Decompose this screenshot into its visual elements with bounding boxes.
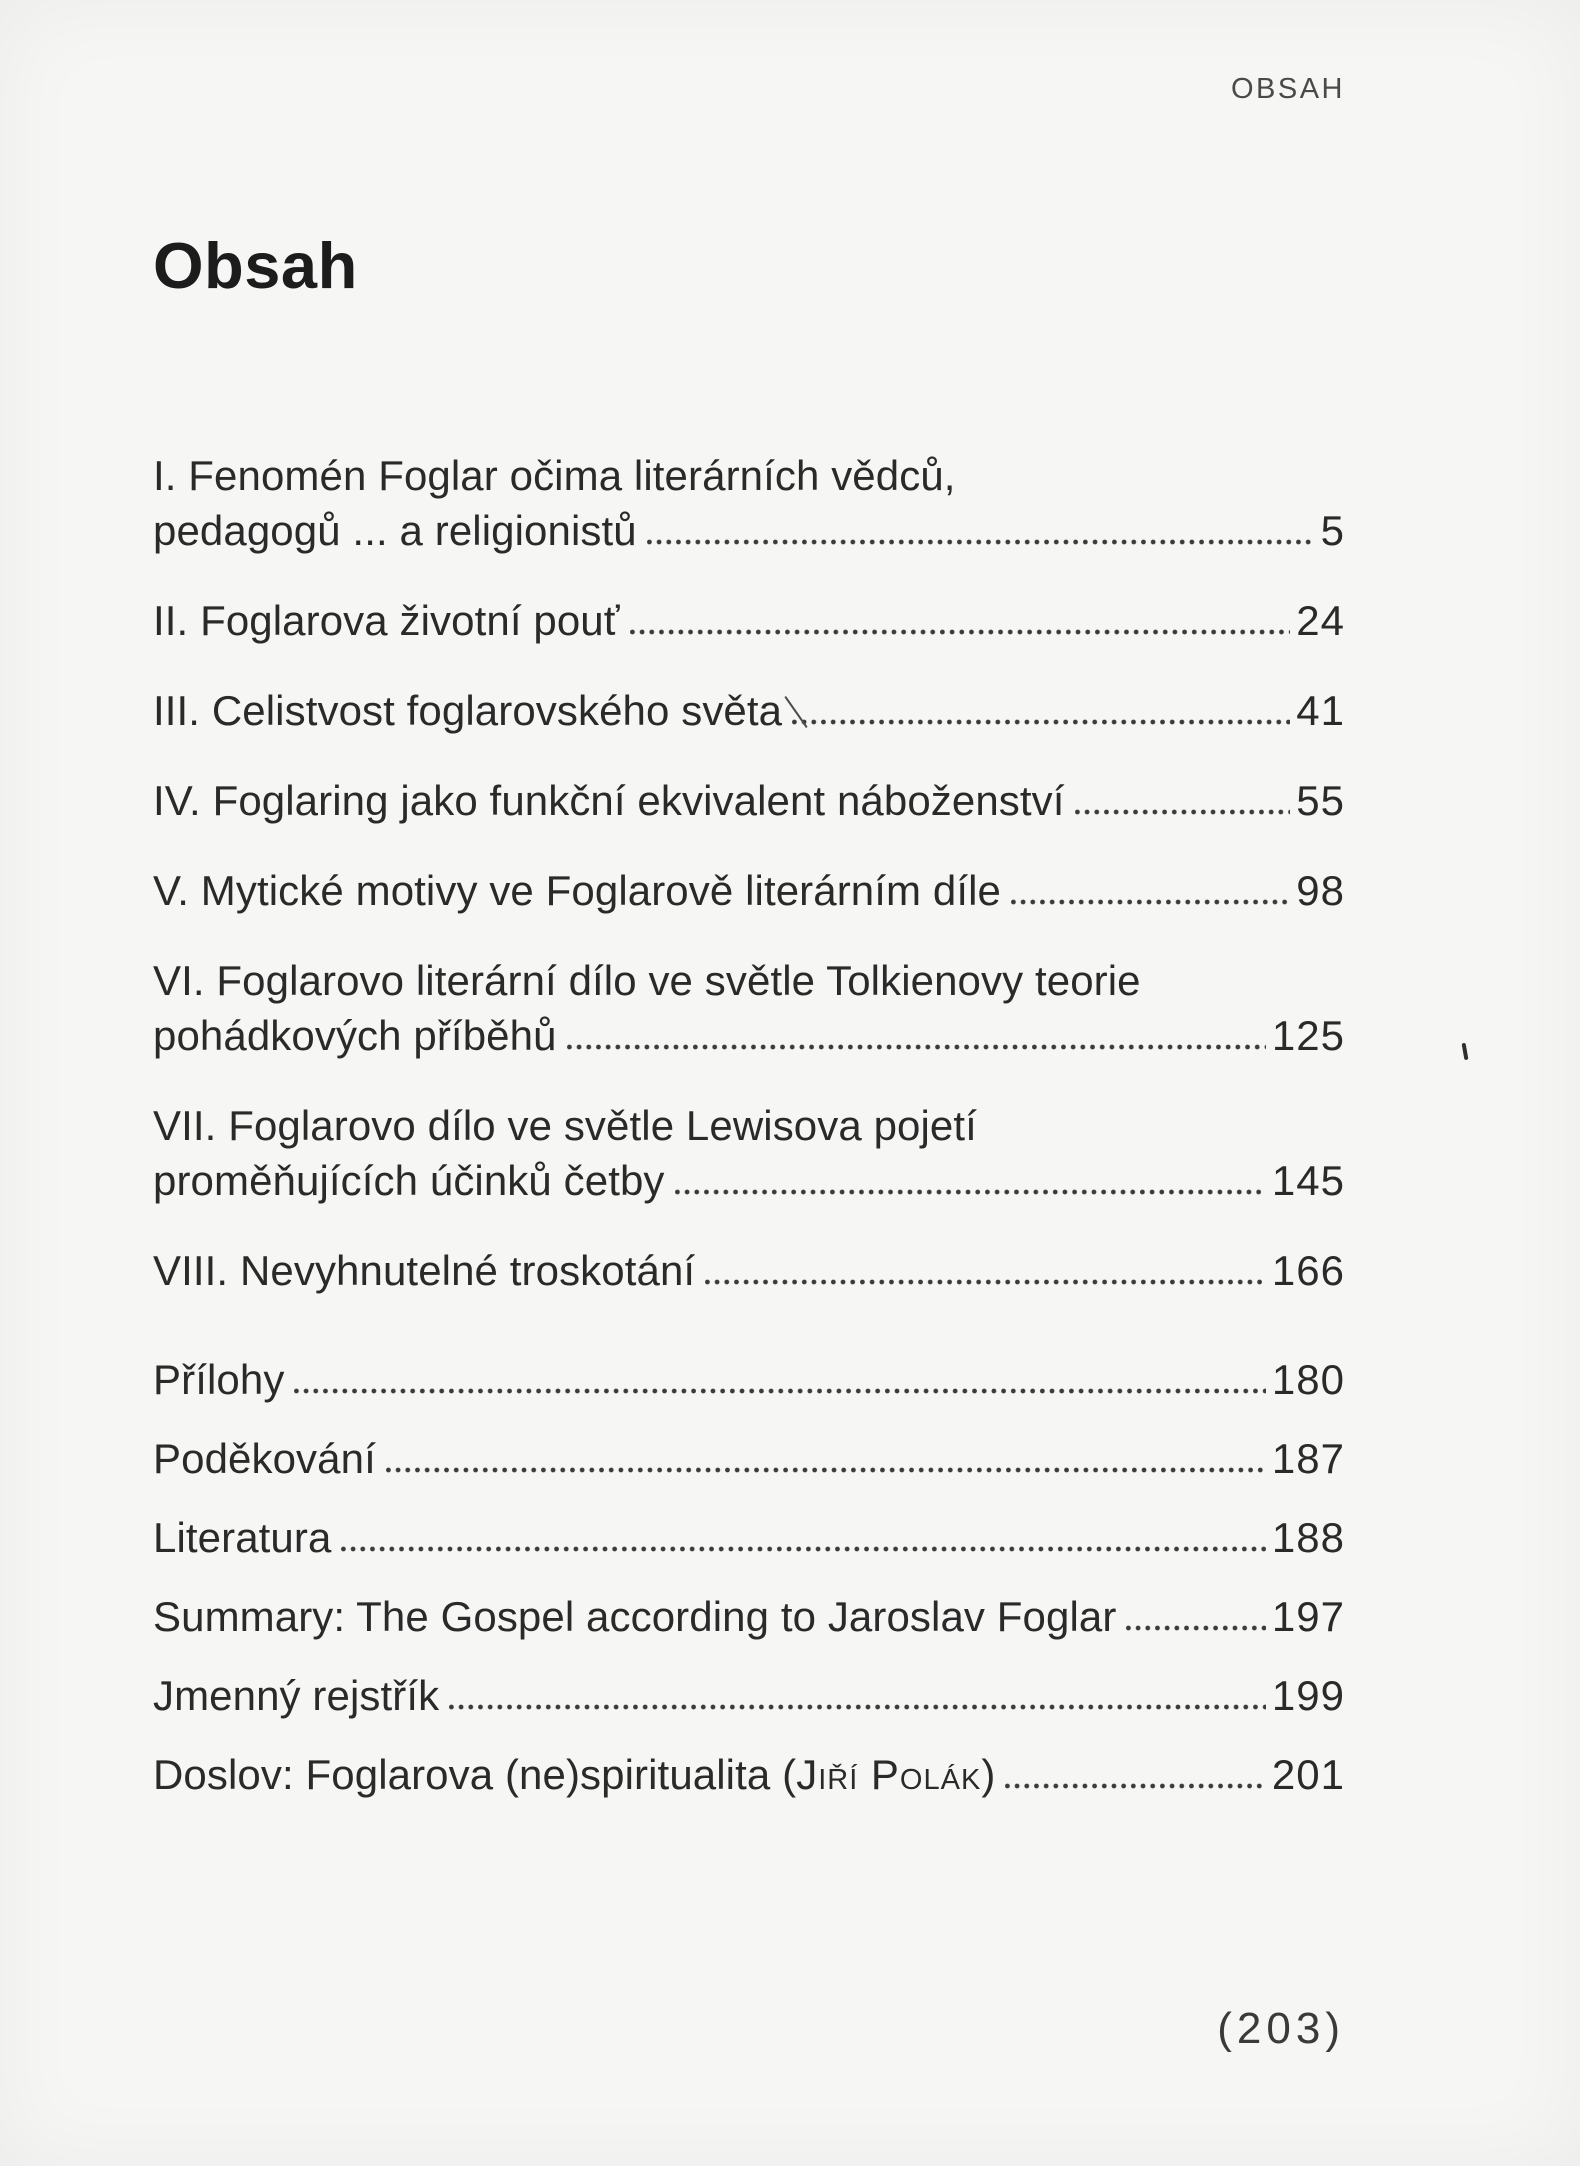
dot-leader xyxy=(1011,899,1290,905)
dot-leader xyxy=(386,1467,1266,1473)
toc-entry-line xyxy=(153,1747,1345,1802)
toc-entry xyxy=(153,448,1345,558)
dot-leader xyxy=(647,539,1315,545)
toc-entry-line xyxy=(153,593,1345,648)
toc-entry-label xyxy=(153,593,620,648)
toc-entry-label xyxy=(153,1153,665,1208)
toc-entry xyxy=(153,1098,1345,1208)
toc-entry-label xyxy=(153,1431,376,1486)
table-of-contents xyxy=(153,448,1345,1826)
toc-entry-label xyxy=(153,1008,557,1063)
page-title: Obsah xyxy=(153,228,358,302)
toc-entry-label xyxy=(153,1510,331,1565)
toc-entry-line xyxy=(153,683,1345,738)
toc-page-number: 145 xyxy=(1271,1157,1345,1204)
toc-entry-line xyxy=(153,1589,1345,1644)
toc-entry-label xyxy=(153,1589,1116,1644)
toc-entry-wrap-line: I. Fenomén Foglar očima literárních vědců, xyxy=(153,452,956,499)
toc-entry xyxy=(153,863,1345,918)
toc-entry-line xyxy=(153,773,1345,828)
dot-leader xyxy=(1075,809,1291,815)
toc-label-smallcaps-segment: Jiří Polák xyxy=(796,1751,982,1798)
toc-entry xyxy=(153,1747,1345,1802)
toc-label-segment: IV. Foglaring jako funkční ekvivalent náboženství xyxy=(153,777,1065,824)
toc-label-segment: pedagogů ... a religionistů xyxy=(153,507,637,554)
toc-entry-label xyxy=(153,503,637,558)
toc-entry-line xyxy=(153,1668,1345,1723)
dot-leader xyxy=(630,629,1291,635)
toc-page-number: 187 xyxy=(1271,1435,1345,1482)
footer-page-number: (203) xyxy=(1217,2004,1345,2053)
toc-entry-line xyxy=(153,503,1345,558)
toc-backmatter-list xyxy=(153,1352,1345,1802)
toc-page-number: 125 xyxy=(1271,1012,1345,1059)
dot-leader xyxy=(792,719,1290,725)
toc-page-number: 5 xyxy=(1320,507,1345,554)
toc-page-number: 199 xyxy=(1271,1672,1345,1719)
toc-entry-label xyxy=(153,1747,995,1802)
dot-leader xyxy=(1005,1783,1266,1789)
toc-entry xyxy=(153,1589,1345,1644)
toc-entry xyxy=(153,1431,1345,1486)
toc-entry-label xyxy=(153,1352,284,1407)
toc-page-number: 201 xyxy=(1271,1751,1345,1798)
toc-entry-wrap-line: VII. Foglarovo dílo ve světle Lewisova pojetí xyxy=(153,1102,977,1149)
toc-page-number: 98 xyxy=(1296,867,1345,914)
toc-entry-label xyxy=(153,683,782,738)
toc-label-segment: Přílohy xyxy=(153,1356,285,1403)
dot-leader xyxy=(567,1044,1266,1050)
toc-entry xyxy=(153,593,1345,648)
toc-label-segment: proměňujících účinků četby xyxy=(153,1157,665,1204)
toc-entry-wrap-line: VI. Foglarovo literární dílo ve světle Tolkienovy teorie xyxy=(153,957,1141,1004)
toc-entry-line xyxy=(153,1008,1345,1063)
toc-entry xyxy=(153,1510,1345,1565)
toc-entry-label xyxy=(153,863,1001,918)
dot-leader xyxy=(675,1189,1266,1195)
toc-page-number: 188 xyxy=(1271,1514,1345,1561)
toc-entry xyxy=(153,1243,1345,1298)
toc-entry xyxy=(153,953,1345,1063)
dot-leader xyxy=(294,1388,1266,1394)
toc-entry-line xyxy=(153,1431,1345,1486)
toc-page-number: 24 xyxy=(1296,597,1345,644)
toc-label-segment: III. Celistvost foglarovského světa xyxy=(153,687,783,734)
toc-chapter-list xyxy=(153,448,1345,1298)
toc-page-number: 197 xyxy=(1271,1593,1345,1640)
toc-entry xyxy=(153,683,1345,738)
toc-entry-label xyxy=(153,1668,439,1723)
toc-entry-label xyxy=(153,1243,695,1298)
dot-leader xyxy=(1126,1625,1265,1631)
toc-entry xyxy=(153,1352,1345,1407)
toc-label-segment: II. Foglarova životní pouť xyxy=(153,597,620,644)
toc-entry xyxy=(153,773,1345,828)
toc-page-number: 180 xyxy=(1271,1356,1345,1403)
toc-label-segment: Doslov: Foglarova (ne)spiritualita ( xyxy=(153,1751,797,1798)
toc-label-segment: Summary: The Gospel according to Jaroslav Foglar xyxy=(153,1593,1117,1640)
toc-label-segment: Poděkování xyxy=(153,1435,376,1482)
toc-label-segment: V. Mytické motivy ve Foglarově literárním díle xyxy=(153,867,1002,914)
toc-page-number: 166 xyxy=(1271,1247,1345,1294)
dot-leader xyxy=(341,1546,1265,1552)
toc-label-segment: ) xyxy=(981,1751,996,1798)
dot-leader xyxy=(449,1704,1266,1710)
toc-label-segment: VIII. Nevyhnutelné troskotání xyxy=(153,1247,696,1294)
toc-entry-line xyxy=(153,1153,1345,1208)
toc-label-segment: Literatura xyxy=(153,1514,332,1561)
toc-entry-line xyxy=(153,1352,1345,1407)
running-header: OBSAH xyxy=(1230,73,1345,105)
scan-artifact-stray-mark xyxy=(1462,1043,1468,1060)
toc-label-segment: pohádkových příběhů xyxy=(153,1012,557,1059)
toc-page-number: 41 xyxy=(1296,687,1345,734)
toc-label-segment: Jmenný rejstřík xyxy=(153,1672,440,1719)
toc-page-number: 55 xyxy=(1296,777,1345,824)
dot-leader xyxy=(705,1279,1266,1285)
toc-entry-line xyxy=(153,1510,1345,1565)
toc-entry-line xyxy=(153,1243,1345,1298)
toc-entry-label xyxy=(153,773,1065,828)
toc-entry xyxy=(153,1668,1345,1723)
toc-entry-line xyxy=(153,863,1345,918)
